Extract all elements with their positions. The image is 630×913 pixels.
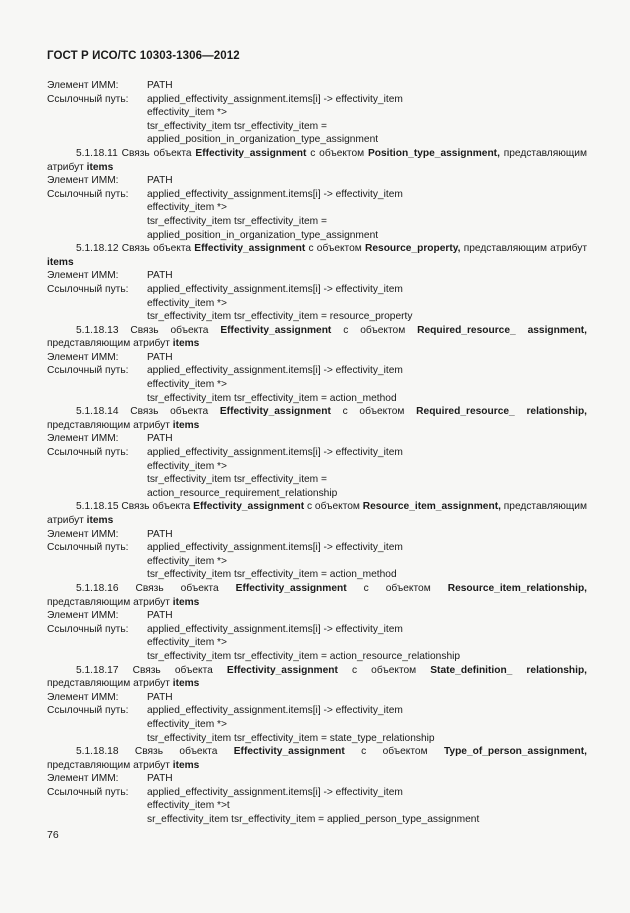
reference-path-row (47, 704, 587, 718)
document-header: ГОСТ Р ИСО/ТС 10303-1306—2012 (47, 50, 240, 62)
imm-element-row (47, 772, 587, 786)
reference-path-line: applied_effectivity_assignment.items[i] -> effectivity_item (147, 623, 403, 635)
reference-path-row (47, 283, 587, 297)
target-entity-name: Position_type_assignment, (368, 147, 500, 159)
section-text: с объектом (304, 501, 363, 513)
section-text: представляющим атрибут (47, 678, 173, 690)
reference-path-row (47, 188, 587, 202)
section-text: Связь объекта (117, 147, 196, 159)
reference-path-label: Сcылочный путь: (47, 705, 129, 717)
attribute-name: items (86, 515, 114, 526)
reference-path-line: applied_effectivity_assignment.items[i] -> effectivity_item (147, 283, 403, 295)
reference-path-line: applied_effectivity_assignment.items[i] -> effectivity_item (147, 93, 403, 105)
section-text: представляющим атрибут (47, 419, 173, 431)
entity-name: Effectivity_assignment (235, 582, 347, 594)
reference-path-label: Сcылочный путь: (47, 188, 129, 200)
reference-path-line: action_resource_requirement_relationship (147, 487, 338, 499)
reference-path-line: tsr_effectivity_item tsr_effectivity_item = action_method (147, 569, 397, 581)
target-entity-name: State_definition_ relationship, (430, 664, 588, 676)
reference-path-line: tsr_effectivity_item tsr_effectivity_item = resource_property (147, 311, 413, 323)
section-heading (47, 147, 587, 174)
reference-path-label: Сcылочный путь: (47, 447, 129, 459)
target-entity-name: Type_of_person_assignment, (443, 746, 587, 758)
section-text: Связь объекта (118, 501, 194, 513)
imm-element-value: PATH (147, 433, 173, 445)
section-text: Связь объекта (118, 664, 227, 676)
imm-element-value: PATH (147, 351, 173, 363)
reference-path-label: Сcылочный путь: (47, 623, 129, 635)
section-heading (47, 582, 587, 609)
imm-element-value: PATH (147, 528, 173, 540)
entity-name: Effectivity_assignment (194, 243, 306, 255)
reference-path-row (47, 364, 587, 378)
reference-path-line: applied_effectivity_assignment.items[i] -> effectivity_item (147, 365, 403, 377)
imm-element-row (47, 691, 587, 705)
imm-element-label: Элемент ИММ: (47, 691, 119, 703)
reference-path-line: tsr_effectivity_item tsr_effectivity_item = (147, 474, 327, 486)
imm-element-value: PATH (147, 773, 173, 785)
section-number: 5.1.18.18 (76, 746, 119, 758)
section-text: Связь объекта (118, 746, 234, 758)
imm-element-label: Элемент ИММ: (47, 270, 119, 282)
reference-path-line: applied_effectivity_assignment.items[i] -> effectivity_item (147, 447, 403, 459)
reference-path-line: applied_effectivity_assignment.items[i] -> effectivity_item (147, 786, 403, 798)
imm-element-label: Элемент ИММ: (47, 528, 119, 540)
reference-path-line: tsr_effectivity_item tsr_effectivity_item = (147, 215, 327, 227)
entity-name: Effectivity_assignment (233, 746, 345, 758)
section-text: Связь объекта (118, 406, 220, 418)
section-text: с объектом (344, 746, 444, 758)
reference-path-line: applied_effectivity_assignment.items[i] -> effectivity_item (147, 705, 403, 717)
reference-path-row (47, 93, 587, 107)
attribute-name: items (172, 678, 200, 690)
section-text: с объектом (306, 147, 368, 159)
section-text: представляющим атрибут (47, 596, 173, 608)
section-text: Связь объекта (118, 243, 195, 255)
section-number: 5.1.18.13 (76, 324, 119, 336)
imm-element-value: PATH (147, 270, 173, 282)
reference-path-row (47, 446, 587, 460)
reference-path-row (47, 786, 587, 800)
section-number: 5.1.18.11 (76, 147, 118, 159)
section-text: представляющим атрибут (47, 759, 173, 771)
reference-path-line: effectivity_item *> (147, 555, 227, 567)
imm-element-label: Элемент ИММ: (47, 773, 119, 785)
imm-element-value: PATH (147, 175, 173, 187)
section-heading (47, 664, 587, 691)
reference-path-label: Сcылочный путь: (47, 365, 129, 377)
section-number: 5.1.18.15 (76, 501, 119, 513)
imm-element-value: PATH (147, 80, 173, 91)
imm-element-label: Элемент ИММ: (47, 610, 119, 622)
entity-name: Effectivity_assignment (220, 324, 332, 336)
target-entity-name: Required_resource_ relationship, (416, 406, 588, 418)
imm-element-row (47, 528, 587, 542)
attribute-name: items (172, 419, 200, 431)
reference-path-line: effectivity_item *> (147, 297, 227, 309)
section-heading (47, 405, 587, 432)
section-number: 5.1.18.17 (76, 664, 119, 676)
section-number: 5.1.18.12 (76, 243, 119, 255)
target-entity-name: Required_resource_ assignment, (417, 324, 588, 336)
section-text: представляющим атрибут (47, 338, 173, 350)
entity-name: Effectivity_assignment (219, 406, 331, 418)
reference-path-label: Сcылочный путь: (47, 786, 129, 798)
attribute-name: items (172, 759, 200, 771)
page-number: 76 (47, 829, 59, 841)
section-text: представляющим атрибут (47, 501, 588, 526)
reference-path-line: effectivity_item *> (147, 637, 227, 649)
reference-path-label: Сcылочный путь: (47, 542, 129, 554)
section-number: 5.1.18.14 (76, 406, 119, 418)
reference-path-line: applied_effectivity_assignment.items[i] -> effectivity_item (147, 188, 403, 200)
reference-path-line: tsr_effectivity_item tsr_effectivity_item = state_type_relationship (147, 732, 435, 744)
attribute-name: items (47, 256, 74, 268)
imm-element-row (47, 174, 587, 188)
imm-element-label: Элемент ИММ: (47, 351, 119, 363)
imm-element-label: Элемент ИММ: (47, 80, 119, 91)
section-heading (47, 500, 587, 527)
imm-element-row (47, 609, 587, 623)
section-text: с объектом (346, 582, 448, 594)
attribute-name: items (172, 338, 200, 350)
reference-path-label: Сcылочный путь: (47, 283, 129, 295)
reference-path-label: Ссылочный путь: (47, 93, 129, 105)
reference-path-line: applied_effectivity_assignment.items[i] -> effectivity_item (147, 542, 403, 554)
section-text: с объектом (337, 664, 431, 676)
imm-element-label: Элемент ИММ: (47, 175, 119, 187)
reference-path-line: effectivity_item *>t (147, 800, 230, 812)
section-heading (47, 745, 587, 772)
section-heading (47, 324, 587, 351)
section-text: с объектом (330, 406, 417, 418)
section-text: Связь объекта (118, 582, 236, 594)
entity-name: Effectivity_assignment (195, 147, 307, 159)
reference-path-line: effectivity_item *> (147, 379, 227, 391)
section-text: с объектом (305, 243, 365, 255)
imm-element-value: PATH (147, 610, 173, 622)
imm-element-row (47, 432, 587, 446)
reference-path-line: applied_position_in_organization_type_assignment (147, 134, 379, 146)
section-text: Связь объекта (118, 324, 221, 336)
target-entity-name: Resource_property, (365, 243, 461, 255)
imm-element-row (47, 79, 587, 93)
reference-path-line: tsr_effectivity_item tsr_effectivity_item = action_resource_relationship (147, 650, 461, 662)
imm-element-row (47, 269, 587, 283)
attribute-name: items (172, 596, 200, 608)
imm-element-row (47, 351, 587, 365)
reference-path-row (47, 541, 587, 555)
sections-container (47, 147, 587, 827)
entity-name: Effectivity_assignment (193, 501, 305, 513)
section-text: с объектом (331, 324, 418, 336)
reference-path-line: tsr_effectivity_item tsr_effectivity_item = (147, 120, 327, 132)
attribute-name: items (86, 161, 114, 173)
reference-path-line: sr_effectivity_item tsr_effectivity_item = applied_person_type_assignment (147, 814, 480, 826)
imm-element-label: Элемент ИММ: (47, 433, 119, 445)
reference-path-line: effectivity_item *> (147, 107, 227, 119)
document-body (47, 79, 587, 827)
target-entity-name: Resource_item_relationship, (447, 582, 588, 594)
imm-element-value: PATH (147, 691, 173, 703)
section-heading (47, 242, 587, 269)
section-text: представляющим атрибут (47, 147, 587, 173)
entity-name: Effectivity_assignment (226, 664, 338, 676)
section-number: 5.1.18.16 (76, 582, 119, 594)
reference-path-line: applied_position_in_organization_type_assignment (147, 229, 379, 241)
reference-path-row (47, 623, 587, 637)
target-entity-name: Resource_item_assignment, (362, 501, 501, 513)
reference-path-line: effectivity_item *> (147, 202, 227, 214)
reference-path-line: effectivity_item *> (147, 718, 227, 730)
reference-path-line: effectivity_item *> (147, 460, 227, 472)
section-text: представляющим атрибут (460, 243, 588, 255)
reference-path-line: tsr_effectivity_item tsr_effectivity_item = action_method (147, 392, 397, 404)
